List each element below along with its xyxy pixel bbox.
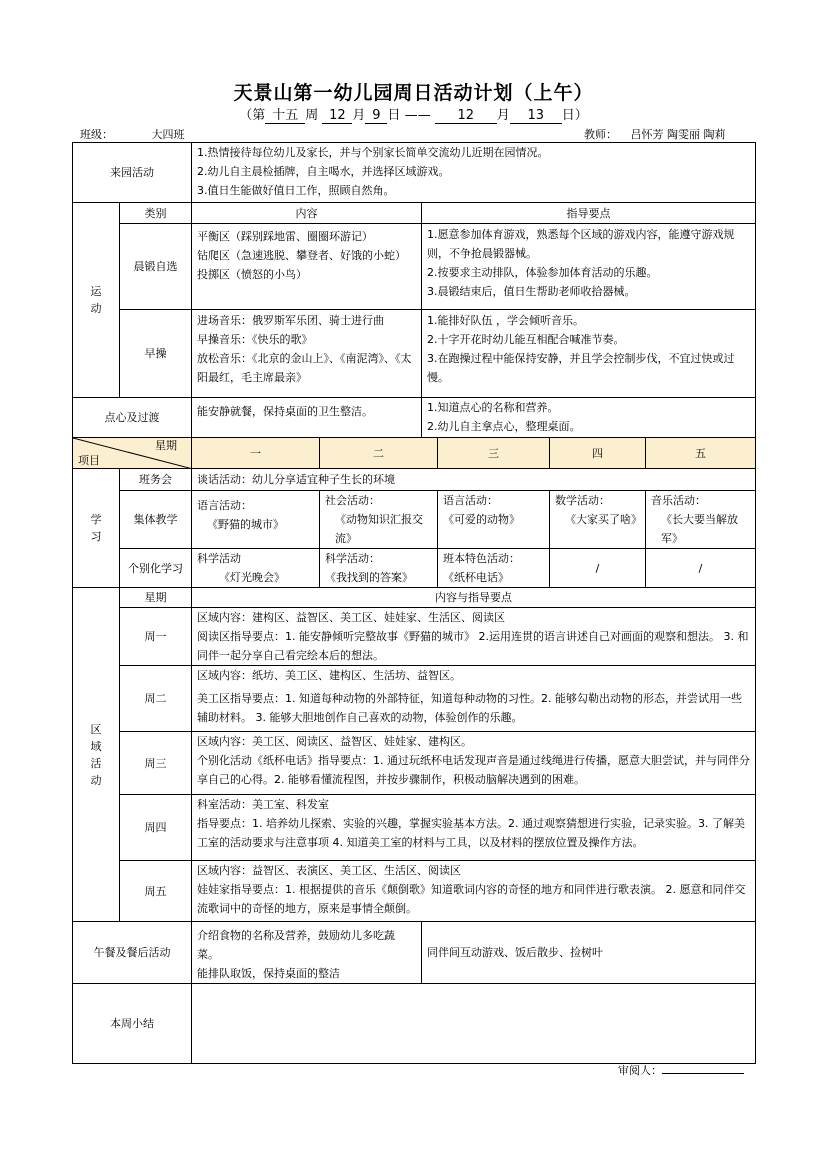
study-label: 学 习 (73, 469, 120, 588)
exercise-content: 进场音乐：俄罗斯军乐团、骑士进行曲 早操音乐：《快乐的歌》 放松音乐：《北京的金山上》、《南泥湾》、《太阳最红，毛主席最亲》 (192, 310, 422, 398)
area-row-tue (73, 666, 756, 732)
individual-cell-thu: / (550, 549, 646, 588)
teacher-label: 教师： (584, 128, 617, 141)
area-row-wed (73, 732, 756, 795)
area-content: 科室活动：美工室、科发室 指导要点：1. 培养幼儿探索、实验的兴趣，掌握实验基本方法。2. 通过观察猜想进行实验，记录实验。3. 了解美工室的活动要求与注意事项 4. 知道美工室的材料与工具，以及材料的摆放位置及操作方法。 (192, 795, 756, 861)
summary-label: 本周小结 (73, 984, 192, 1064)
sport-label: 运 动 (73, 203, 120, 398)
area-day-label: 周四 (120, 795, 192, 861)
page-title: 天景山第一幼儿园周日活动计划（上午） (233, 82, 594, 104)
morning-choice-content: 平衡区（踩别踩地雷、圈圈环游记） 钻爬区（急速逃脱、攀登者、好饿的小蛇） 投掷区（愤怒的小鸟） (192, 224, 422, 310)
area-row-mon (73, 608, 756, 666)
week-label: 周 (305, 108, 319, 123)
teacher-value: 吕怀芳 陶雯丽 陶莉 (617, 128, 739, 143)
individual-cell-fri: / (646, 549, 756, 588)
date-suffix: 日） (561, 108, 588, 123)
class-meeting-label: 班务会 (120, 469, 192, 491)
lunch-activity: 同伴间互动游戏、饭后散步、捡树叶 (422, 922, 756, 984)
individual-cell-tue: 科学活动： 《我找到的答案》 (320, 549, 438, 588)
group-teaching-label: 集体教学 (120, 491, 192, 549)
group-cell-fri: 音乐活动： 《长大要当解放军》 (646, 491, 756, 549)
area-header-row (73, 588, 756, 608)
weekday-tue: 二 (320, 438, 438, 469)
morning-choice-label: 晨锻自选 (120, 224, 192, 310)
class-value: 大四班 (113, 128, 223, 143)
area-day-label: 周一 (120, 608, 192, 666)
snack-guide: 1.知道点心的名称和营养。 2.幼儿自主拿点心，整理桌面。 (422, 398, 756, 438)
arrival-item: 2.幼儿自主晨检插牌，自主喝水，并选择区域游戏。 (197, 165, 450, 178)
lunch-label: 午餐及餐后活动 (73, 922, 192, 984)
reviewer-info (618, 1062, 744, 1078)
class-meeting-row (73, 469, 756, 491)
area-day-label: 周五 (120, 861, 192, 922)
snack-label: 点心及过渡 (73, 398, 192, 438)
reviewer-value (662, 1073, 744, 1074)
area-content: 区域内容：建构区、益智区、美工区、娃娃家、生活区、阅读区 阅读区指导要点：1. 能安静倾听完整故事《野猫的城市》 2.运用连贯的语言讲述自己对画面的观察和想法。 3. 和同伴一起分享自己看完绘本后的想法。 (192, 608, 756, 666)
end-day: 13 (510, 109, 562, 124)
day-separator: 日 —— (387, 108, 431, 123)
arrival-content (192, 143, 756, 203)
area-label: 区 域 活 动 (73, 588, 120, 922)
area-content: 区域内容：美工区、阅读区、益智区、娃娃家、建构区。 个别化活动《纸杯电话》指导要点：1. 通过玩纸杯电话发现声音是通过线绳进行传播，愿意大胆尝试，并与同伴分享自己的心得。2. 能够看懂流程图，并按步骤制作，积极动脑解决遇到的困难。 (192, 732, 756, 795)
individual-cell-mon: 科学活动 《灯光晚会》 (192, 549, 320, 588)
area-col-content: 内容与指导要点 (192, 588, 756, 608)
group-cell-thu: 数学活动： 《大家买了啥》 (550, 491, 646, 549)
individual-learning-label: 个别化学习 (120, 549, 192, 588)
arrival-item: 3.值日生能做好值日工作，照顾自然角。 (197, 184, 395, 197)
arrival-row (73, 143, 756, 203)
group-cell-wed: 语言活动： 《可爱的动物》 (438, 491, 550, 549)
snack-content: 能安静就餐，保持桌面的卫生整洁。 (192, 398, 422, 438)
item-corner-label: 项目 (78, 454, 100, 467)
class-label: 班级： (80, 128, 113, 141)
diagonal-header (73, 438, 192, 469)
weekday-mon: 一 (192, 438, 320, 469)
end-month: 12 (435, 109, 497, 124)
area-row-fri (73, 861, 756, 922)
area-content: 区域内容：益智区、表演区、美工区、生活区、阅读区 娃娃家指导要点：1. 根据提供的音乐《颠倒歌》知道歌词内容的奇怪的地方和同伴进行歌表演。 2. 愿意和同伴交流歌词中的奇怪的地方，原来是事情全颠倒。 (192, 861, 756, 922)
area-col-week: 星期 (120, 588, 192, 608)
arrival-item: 1.热情接待每位幼儿及家长，并与个别家长简单交流幼儿近期在园情况。 (197, 146, 549, 159)
start-month: 12 (322, 109, 352, 124)
morning-choice-row (73, 224, 756, 310)
area-content: 区域内容：纸坊、美工区、建构区、生活坊、益智区。 美工区指导要点：1. 知道每种动物的外部特征，知道每种动物的习性。2. 能够勾勒出动物的形态，并尝试用一些辅助材料。 3. 能够大胆地创作自己喜欢的动物，体验创作的乐趣。 (192, 666, 756, 732)
group-teaching-row (73, 491, 756, 549)
teacher-info (584, 126, 739, 143)
lunch-row (73, 922, 756, 984)
week-corner-label: 星期 (155, 439, 177, 452)
weekday-thu: 四 (550, 438, 646, 469)
summary-content (192, 984, 756, 1064)
week-number: 十五 (265, 109, 305, 124)
col-category: 类别 (120, 203, 192, 224)
col-content: 内容 (192, 203, 422, 224)
month-label-2: 月 (496, 108, 510, 123)
date-prefix: （第 (239, 108, 266, 123)
exercise-guide: 1.能排好队伍 ，学会倾听音乐。 2.十字开花时幼儿能互相配合喊准节奏。 3.在跑操过程中能保持安静，并且学会控制步伐，不宜过快或过慢。 (422, 310, 756, 398)
reviewer-label: 审阅人： (618, 1064, 662, 1077)
snack-row (73, 398, 756, 438)
area-row-thu (73, 795, 756, 861)
group-cell-tue: 社会活动： 《动物知识汇报交流》 (320, 491, 438, 549)
class-info (80, 126, 223, 143)
area-day-label: 周三 (120, 732, 192, 795)
individual-learning-row (73, 549, 756, 588)
weekday-header-row (73, 438, 756, 469)
weekday-wed: 三 (438, 438, 550, 469)
individual-cell-wed: 班本特色活动： 《纸杯电话》 (438, 549, 550, 588)
area-day-label: 周二 (120, 666, 192, 732)
weekday-fri: 五 (646, 438, 756, 469)
class-meeting-content: 谈话活动：幼儿分享适宜种子生长的环境 (192, 469, 756, 491)
summary-row (73, 984, 756, 1064)
date-range (0, 104, 827, 124)
group-cell-mon: 语言活动： 《野猫的城市》 (192, 491, 320, 549)
col-guide: 指导要点 (422, 203, 756, 224)
arrival-label: 来园活动 (73, 143, 192, 203)
start-day: 9 (365, 109, 387, 124)
exercise-row (73, 310, 756, 398)
month-label: 月 (352, 108, 366, 123)
activity-plan-table (72, 142, 756, 1064)
sport-header-row (73, 203, 756, 224)
lunch-content: 介绍食物的名称及营养，鼓励幼儿多吃蔬菜。 能排队取饭，保持桌面的整洁 (192, 922, 422, 984)
morning-choice-guide: 1.愿意参加体育游戏，熟悉每个区域的游戏内容，能遵守游戏规则，不争抢晨锻器械。 2.按要求主动排队，体验参加体育活动的乐趣。 3.晨锻结束后，值日生帮助老师收拾器械。 (422, 224, 756, 310)
exercise-label: 早操 (120, 310, 192, 398)
